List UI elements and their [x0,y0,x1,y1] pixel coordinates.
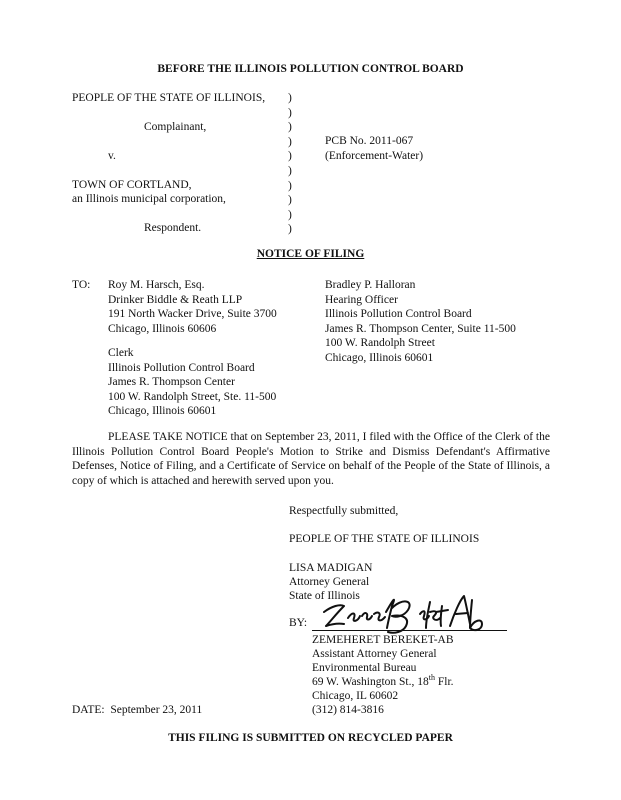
recycled-paper-notice: THIS FILING IS SUBMITTED ON RECYCLED PAPER [168,732,453,744]
paren: ) [288,223,292,236]
versus-label: v. [108,150,116,162]
address-floor-text: Flr. [435,676,454,688]
defendant-name: TOWN OF CORTLAND, [72,179,192,191]
case-type: (Enforcement-Water) [325,150,424,162]
paren: ) [288,150,292,163]
recipient-line: Drinker Biddle & Reath LLP [108,293,243,306]
caption-parentheses [288,91,292,237]
address-street-text: 69 W. Washington St., 18 [312,676,429,688]
address-superscript: th [428,673,435,683]
notice-heading: NOTICE OF FILING [256,248,365,260]
signer-name: ZEMEHERET BEREKET-AB [312,634,454,646]
party-name: PEOPLE OF THE STATE OF ILLINOIS [289,533,480,545]
paren: ) [288,121,292,134]
court-title: BEFORE THE ILLINOIS POLLUTION CONTROL BOARD [157,63,464,75]
by-label: BY: [289,617,308,629]
paren: ) [288,106,292,119]
signature-line [312,630,507,631]
signer-title: Assistant Attorney General [312,648,437,660]
recipient-line: 100 W. Randolph Street, Ste. 11-500 [108,390,277,403]
date-value: September 23, 2011 [110,704,203,716]
signer-address-street [312,675,454,690]
recipient-line: Clerk [108,347,134,359]
paren: ) [288,92,292,104]
recipient-line: 191 North Wacker Drive, Suite 3700 [108,308,277,321]
handwritten-signature [318,592,498,634]
recipient-line: Hearing Officer [325,293,398,306]
signer-address-city: Chicago, IL 60602 [312,690,399,702]
recipient-line: Chicago, Illinois 60606 [108,322,217,335]
to-label: TO: [72,279,91,291]
closing: Respectfully submitted, [289,505,399,517]
recipient-line: Chicago, Illinois 60601 [325,351,434,364]
recipient-line: Bradley P. Halloran [325,279,416,291]
case-number: PCB No. 2011-067 [325,135,414,147]
paren: ) [288,135,292,148]
recipient-line: Roy M. Harsch, Esq. [108,279,205,291]
ag-state: State of Illinois [289,590,360,602]
recipient-line: Illinois Pollution Control Board [325,308,472,321]
ag-title: Attorney General [289,576,370,588]
complainant-label: Complainant, [144,121,207,133]
recipient-clerk [108,346,276,419]
plaintiff-name: PEOPLE OF THE STATE OF ILLINOIS, [72,92,266,104]
paren: ) [288,164,292,177]
notice-body: PLEASE TAKE NOTICE that on September 23, 2011, I filed with the Office of the Clerk of the Illinois Pollution Control Board People's Motion to Strike and Dismiss Defendant's Affirmative Defenses, Notice of Filing, and a Certificate of Service on behalf of the People of the State of Illinois, a copy of which is attached and herewith served upon you. [72,431,550,487]
date-line [72,703,202,718]
defendant-description: an Illinois municipal corporation, [72,193,226,205]
date-label: DATE: [72,704,105,716]
recipient-harsch [108,278,277,336]
recipient-line: Illinois Pollution Control Board [108,361,255,374]
recipient-line: James R. Thompson Center, Suite 11-500 [325,322,516,335]
bureau: Environmental Bureau [312,662,417,674]
recipient-line: Chicago, Illinois 60601 [108,405,217,418]
paren: ) [288,179,292,192]
recipient-line: 100 W. Randolph Street [325,337,435,350]
paren: ) [288,208,292,221]
signer-phone: (312) 814-3816 [312,704,384,716]
ag-name: LISA MADIGAN [289,562,373,574]
respondent-label: Respondent. [144,222,202,234]
recipient-line: James R. Thompson Center [108,376,235,389]
recipient-halloran [325,278,516,366]
paren: ) [288,194,292,207]
